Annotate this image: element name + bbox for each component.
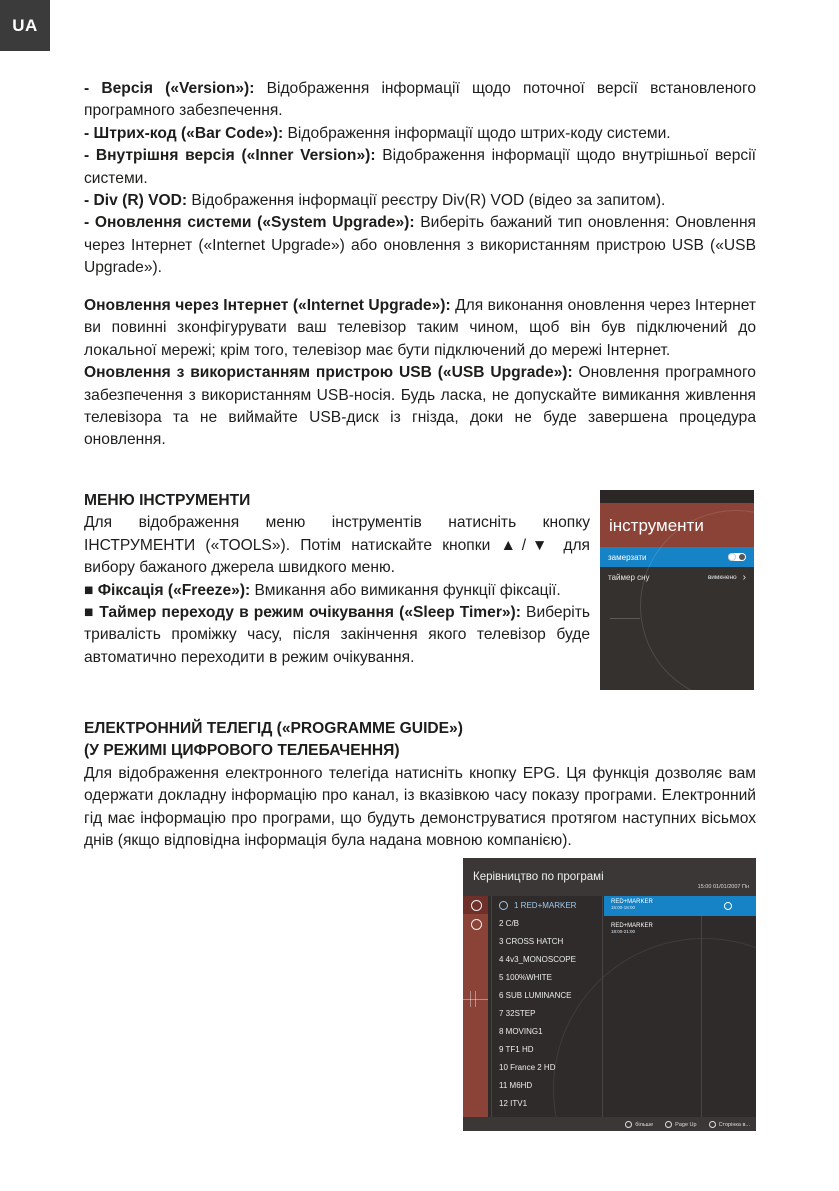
decorative-line xyxy=(470,991,471,1007)
tools-paragraph xyxy=(84,490,590,669)
version-term: - Версія («Version»): xyxy=(84,80,255,97)
channel-label: 9 TF1 HD xyxy=(499,1044,534,1054)
epg-paragraph xyxy=(84,718,756,852)
clock-icon[interactable] xyxy=(471,919,482,930)
tools-heading: МЕНЮ ІНСТРУМЕНТИ xyxy=(84,492,251,509)
info-paragraph xyxy=(84,78,756,280)
epg-heading-1: ЕЛЕКТРОННИЙ ТЕЛЕГІД («PROGRAMME GUIDE») xyxy=(84,720,463,737)
channel-label: 10 France 2 HD xyxy=(499,1062,556,1072)
epg-screenshot xyxy=(463,858,756,1131)
barcode-term: - Штрих-код («Bar Code»): xyxy=(84,124,284,142)
channel-label: 12 ITV1 xyxy=(499,1098,528,1108)
program-name: RED+MARKER xyxy=(611,923,653,929)
channel-item[interactable] xyxy=(493,950,601,968)
page-down-hint[interactable] xyxy=(709,1121,750,1128)
freeze-menu-label: замерзати xyxy=(608,552,647,562)
info-icon xyxy=(625,1121,632,1128)
internet-upgrade-term: Оновлення через Інтернет («Internet Upgrade»): xyxy=(84,297,451,314)
div-vod-term: - Div (R) VOD: xyxy=(84,192,188,210)
more-hint[interactable] xyxy=(625,1121,653,1128)
channel-label: 11 M6HD xyxy=(499,1080,533,1090)
tv-icon[interactable] xyxy=(471,900,482,911)
epg-footer xyxy=(463,1117,756,1131)
channel-item[interactable] xyxy=(493,1022,601,1040)
tools-intro: Для відображення меню інструментів натисніть кнопку ІНСТРУМЕНТИ («TOOLS»). Потім натискайте кнопки ▲/▼ для вибору бажаного джерела швидкого меню. xyxy=(84,514,590,577)
channel-item[interactable] xyxy=(493,1040,601,1058)
epg-heading-2: (У РЕЖИМІ ЦИФРОВОГО ТЕЛЕБАЧЕННЯ) xyxy=(84,742,400,760)
separator xyxy=(602,896,603,1118)
more-label: більше xyxy=(635,1121,654,1128)
system-upgrade-desc: Виберіть бажаний тип оновлення: Оновлення через Інтернет («Internet Upgrade») або оновлення з використанням пристрою USB («USB Upgrade»). xyxy=(84,214,757,277)
tools-topbar xyxy=(600,490,754,503)
channel-item[interactable] xyxy=(493,914,601,932)
separator xyxy=(491,896,492,1118)
play-icon xyxy=(724,902,732,910)
program-time: 18:00-21:00 xyxy=(611,929,636,934)
page-up-hint[interactable] xyxy=(665,1121,696,1128)
sleep-timer-label: таймер сну xyxy=(608,572,650,582)
channel-item[interactable] xyxy=(493,1076,601,1094)
play-icon xyxy=(499,901,508,910)
epg-left-bar xyxy=(463,896,488,1118)
program-time: 15:00-18:00 xyxy=(611,905,636,910)
channel-item[interactable] xyxy=(493,896,601,914)
program-item[interactable] xyxy=(604,920,756,940)
tools-menu-screenshot xyxy=(600,490,754,690)
epg-clock: 15:00 01/01/2007 Пн xyxy=(697,884,749,890)
decorative-line xyxy=(475,991,476,1007)
div-vod-desc: Відображення інформації реєстру Div(R) VOD (відео за запитом). xyxy=(187,192,666,210)
channel-item[interactable] xyxy=(493,986,601,1004)
tools-menu-title: інструменти xyxy=(609,516,704,535)
channel-label: 6 SUB LUMINANCE xyxy=(499,990,572,1000)
channel-list xyxy=(493,896,601,1112)
usb-upgrade-desc: Оновлення програмного забезпечення з використанням USB-носія. Будь ласка, не допускайте вимикання живлення телевізора та не виймайте USB-диск із гнізда, доки не буде завершена процедура оновлення. xyxy=(84,364,756,449)
sleep-timer-value: вимкнено xyxy=(707,573,737,581)
barcode-desc: Відображення інформації щодо штрих-коду системи. xyxy=(283,124,671,142)
channel-label: 1 RED+MARKER xyxy=(514,900,577,910)
channel-label: 5 100%WHITE xyxy=(499,972,552,982)
channel-label: 4 4v3_MONOSCOPE xyxy=(499,954,576,964)
channel-label: 7 32STEP xyxy=(499,1008,536,1018)
channel-label: 3 CROSS HATCH xyxy=(499,936,564,946)
inner-version-term: - Внутрішня версія («Inner Version»): xyxy=(84,147,376,165)
epg-body: Для відображення електронного телегіда натисніть кнопку EPG. Ця функція дозволяє вам одержати докладну інформацію про канал, із вказівкою часу показу програми. Електронний гід має інформацію про програми, що будуть демонструватися протягом наступних вісьмох днів (якщо відповідна інформація була надана мовною компанією). xyxy=(84,764,756,850)
page-up-label: Page Up xyxy=(675,1121,697,1128)
sleep-timer-desc: Виберіть тривалість проміжку часу, після закінчення якого телевізор буде автоматично переходити в режим очікування. xyxy=(84,604,590,666)
decorative-line xyxy=(610,618,640,619)
inner-version-desc: Відображення інформації щодо внутрішньої версії системи. xyxy=(84,147,756,187)
upgrade-paragraph xyxy=(84,295,756,452)
program-item[interactable] xyxy=(604,896,756,916)
internet-upgrade-desc: Для виконання оновлення через Інтернет ви повинні зконфігурувати ваш телевізор таким чином, щоб він був підключений до локальної мережі; крім того, телевізор має бути підключений до мережі Інтернет. xyxy=(84,297,756,359)
program-list xyxy=(604,896,756,940)
channel-label: 8 MOVING1 xyxy=(499,1026,543,1036)
page-up-icon xyxy=(665,1121,672,1128)
usb-upgrade-term: Оновлення з використанням пристрою USB («USB Upgrade»): xyxy=(84,364,573,382)
language-tab: UA xyxy=(0,0,50,51)
freeze-desc: Вмикання або вимикання функції фіксації. xyxy=(250,581,561,599)
sleep-timer-term: ■ Таймер переходу в режим очікування («Sleep Timer»): xyxy=(84,604,521,622)
epg-title: Керівництво по програмі xyxy=(473,871,604,883)
version-desc: Відображення інформації щодо поточної версії встановленого програмного забезпечення. xyxy=(84,80,756,120)
channel-item[interactable] xyxy=(493,1094,601,1112)
program-name: RED+MARKER xyxy=(611,899,653,905)
system-upgrade-term: - Оновлення системи («System Upgrade»): xyxy=(84,214,415,232)
page-down-icon xyxy=(709,1121,716,1128)
epg-header xyxy=(463,858,756,896)
freeze-term: ■ Фіксація («Freeze»): xyxy=(84,581,251,599)
channel-item[interactable] xyxy=(493,1004,601,1022)
channel-item[interactable] xyxy=(493,968,601,986)
channel-item[interactable] xyxy=(493,1058,601,1076)
page-down-label: Сторінка в... xyxy=(718,1121,750,1128)
channel-label: 2 C/B xyxy=(499,918,520,928)
chevron-right-icon: › xyxy=(742,571,746,583)
channel-item[interactable] xyxy=(493,932,601,950)
